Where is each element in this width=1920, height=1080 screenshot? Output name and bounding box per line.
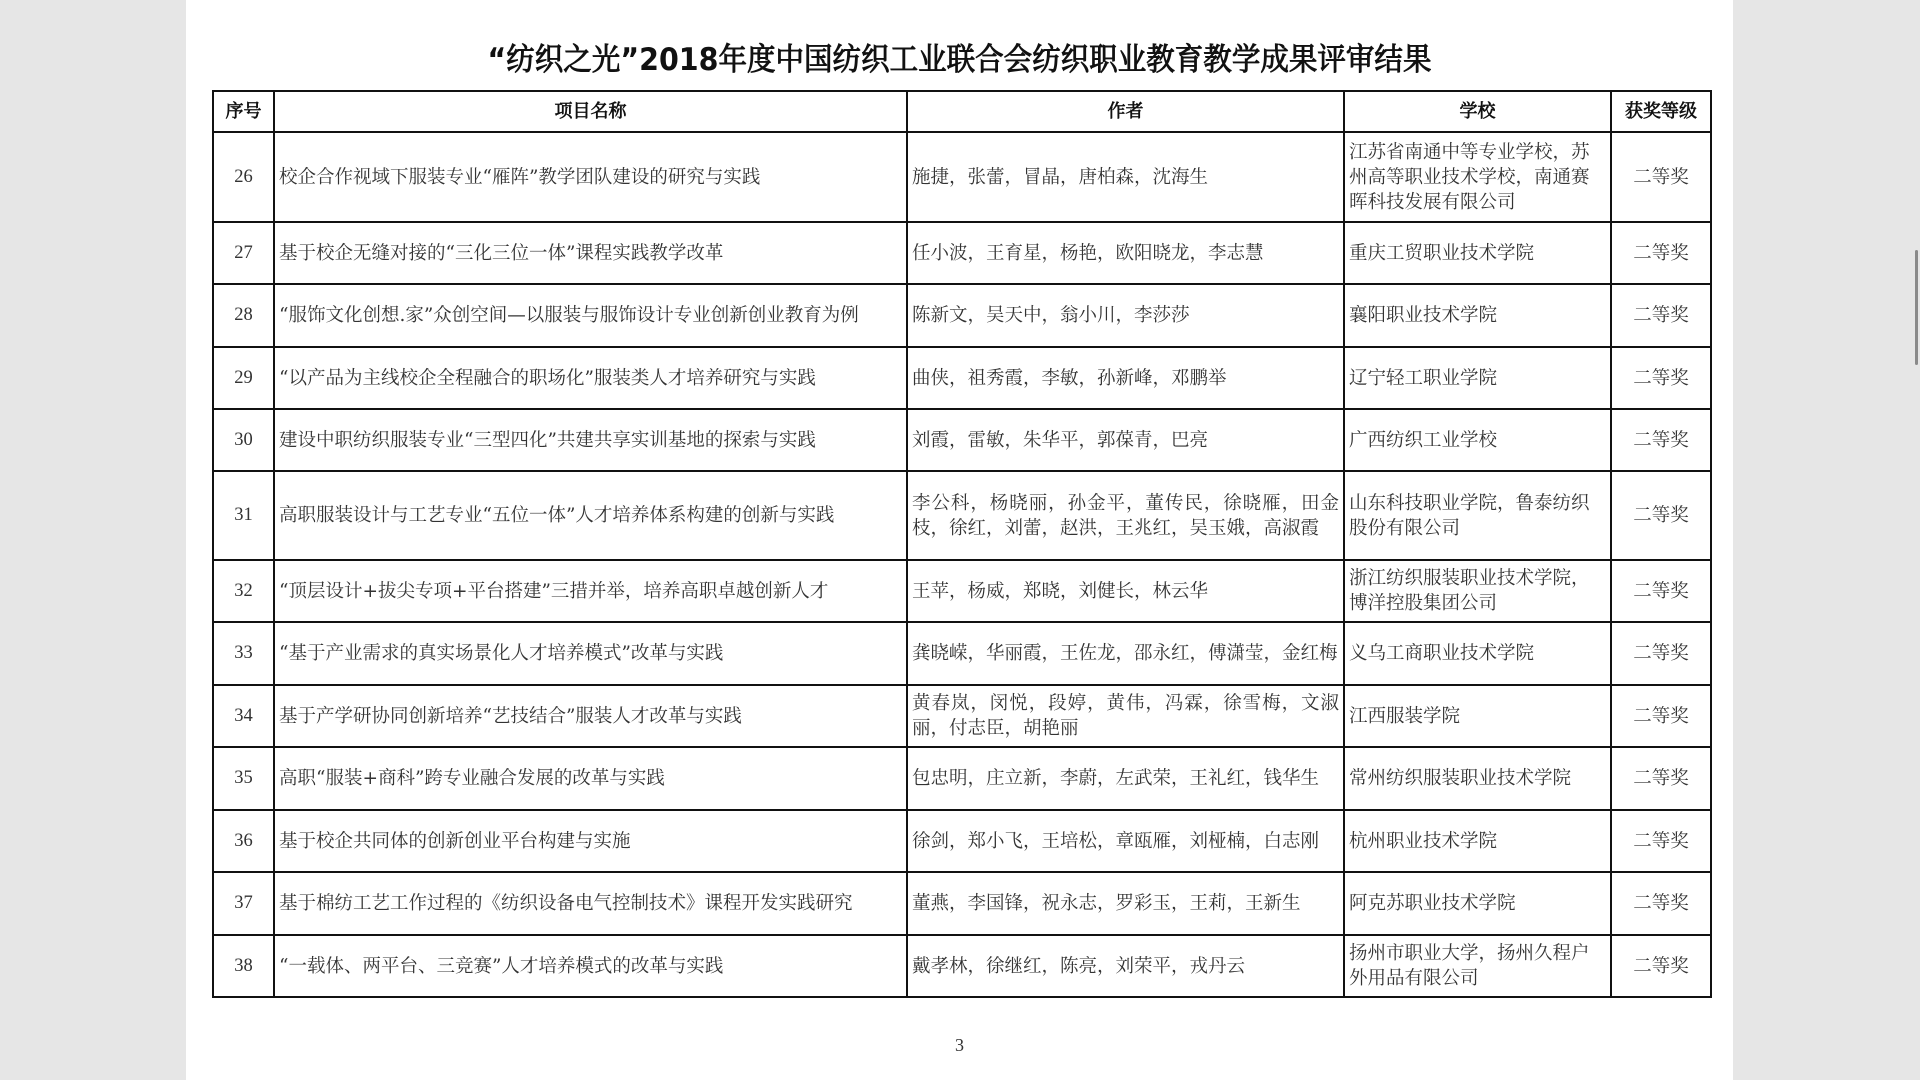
row-num: 26 bbox=[213, 132, 274, 222]
table-row bbox=[213, 560, 1711, 622]
row-authors: 包忠明，庄立新，李蔚，左武荣，王礼红，钱华生 bbox=[907, 747, 1344, 810]
row-authors: 戴孝林，徐继红，陈亮，刘荣平，戎丹云 bbox=[907, 935, 1344, 997]
row-school: 辽宁轻工职业学院 bbox=[1344, 347, 1611, 409]
row-project: 基于产学研协同创新培养“艺技结合”服装人才改革与实践 bbox=[274, 685, 907, 747]
table-row bbox=[213, 409, 1711, 471]
row-num: 37 bbox=[213, 872, 274, 935]
row-award: 二等奖 bbox=[1611, 471, 1711, 560]
row-project: “以产品为主线校企全程融合的职场化”服装类人才培养研究与实践 bbox=[274, 347, 907, 409]
row-award: 二等奖 bbox=[1611, 810, 1711, 872]
row-award: 二等奖 bbox=[1611, 747, 1711, 810]
row-school: 扬州市职业大学，扬州久程户外用品有限公司 bbox=[1344, 935, 1611, 997]
row-num: 29 bbox=[213, 347, 274, 409]
header-school: 学校 bbox=[1344, 91, 1611, 132]
row-school: 杭州职业技术学院 bbox=[1344, 810, 1611, 872]
header-project: 项目名称 bbox=[274, 91, 907, 132]
row-project: 基于校企共同体的创新创业平台构建与实施 bbox=[274, 810, 907, 872]
row-authors: 黄春岚，闵悦，段婷，黄伟，冯霖，徐雪梅，文淑丽，付志臣，胡艳丽 bbox=[907, 685, 1344, 747]
row-school: 重庆工贸职业技术学院 bbox=[1344, 222, 1611, 284]
table-row bbox=[213, 471, 1711, 560]
row-num: 30 bbox=[213, 409, 274, 471]
row-project: “基于产业需求的真实场景化人才培养模式”改革与实践 bbox=[274, 622, 907, 685]
table-row bbox=[213, 810, 1711, 872]
row-num: 34 bbox=[213, 685, 274, 747]
table-row bbox=[213, 685, 1711, 747]
row-num: 27 bbox=[213, 222, 274, 284]
header-authors: 作者 bbox=[907, 91, 1344, 132]
row-authors: 刘霞，雷敏，朱华平，郭葆青，巴亮 bbox=[907, 409, 1344, 471]
row-award: 二等奖 bbox=[1611, 685, 1711, 747]
row-school: 江苏省南通中等专业学校，苏州高等职业技术学校，南通赛晖科技发展有限公司 bbox=[1344, 132, 1611, 222]
row-award: 二等奖 bbox=[1611, 622, 1711, 685]
row-school: 广西纺织工业学校 bbox=[1344, 409, 1611, 471]
row-project: 建设中职纺织服装专业“三型四化”共建共享实训基地的探索与实践 bbox=[274, 409, 907, 471]
row-award: 二等奖 bbox=[1611, 132, 1711, 222]
row-school: 浙江纺织服装职业技术学院，博洋控股集团公司 bbox=[1344, 560, 1611, 622]
row-authors: 徐剑，郑小飞，王培松，章瓯雁，刘桠楠，白志刚 bbox=[907, 810, 1344, 872]
header-num: 序号 bbox=[213, 91, 274, 132]
row-num: 31 bbox=[213, 471, 274, 560]
row-authors: 任小波，王育星，杨艳，欧阳晓龙，李志慧 bbox=[907, 222, 1344, 284]
row-project: 高职服装设计与工艺专业“五位一体”人才培养体系构建的创新与实践 bbox=[274, 471, 907, 560]
row-award: 二等奖 bbox=[1611, 872, 1711, 935]
row-num: 35 bbox=[213, 747, 274, 810]
row-authors: 施捷，张蕾，冒晶，唐柏森，沈海生 bbox=[907, 132, 1344, 222]
row-award: 二等奖 bbox=[1611, 935, 1711, 997]
row-award: 二等奖 bbox=[1611, 222, 1711, 284]
document-page bbox=[186, 0, 1733, 1080]
table-row bbox=[213, 747, 1711, 810]
document-title: “纺织之光”2018年度中国纺织工业联合会纺织职业教育教学成果评审结果 bbox=[487, 42, 1432, 78]
table-row bbox=[213, 132, 1711, 222]
table-row bbox=[213, 347, 1711, 409]
row-num: 32 bbox=[213, 560, 274, 622]
row-project: 基于棉纺工艺工作过程的《纺织设备电气控制技术》课程开发实践研究 bbox=[274, 872, 907, 935]
row-project: 基于校企无缝对接的“三化三位一体”课程实践教学改革 bbox=[274, 222, 907, 284]
table-row bbox=[213, 222, 1711, 284]
results-table bbox=[212, 90, 1712, 998]
table-row bbox=[213, 622, 1711, 685]
row-school: 襄阳职业技术学院 bbox=[1344, 284, 1611, 347]
row-school: 阿克苏职业技术学院 bbox=[1344, 872, 1611, 935]
row-project: “顶层设计+拔尖专项+平台搭建”三措并举，培养高职卓越创新人才 bbox=[274, 560, 907, 622]
row-school: 江西服装学院 bbox=[1344, 685, 1611, 747]
row-num: 38 bbox=[213, 935, 274, 997]
row-project: “一载体、两平台、三竞赛”人才培养模式的改革与实践 bbox=[274, 935, 907, 997]
table-row bbox=[213, 872, 1711, 935]
row-num: 28 bbox=[213, 284, 274, 347]
row-authors: 王苹，杨威，郑晓，刘健长，林云华 bbox=[907, 560, 1344, 622]
row-project: 校企合作视域下服装专业“雁阵”教学团队建设的研究与实践 bbox=[274, 132, 907, 222]
table-header-row bbox=[213, 91, 1711, 132]
table-row bbox=[213, 284, 1711, 347]
table-row bbox=[213, 935, 1711, 997]
row-authors: 董燕，李国锋，祝永志，罗彩玉，王莉，王新生 bbox=[907, 872, 1344, 935]
page-number: 3 bbox=[955, 1035, 964, 1055]
row-award: 二等奖 bbox=[1611, 560, 1711, 622]
row-project: 高职“服装+商科”跨专业融合发展的改革与实践 bbox=[274, 747, 907, 810]
row-project: “服饰文化创想.家”众创空间—以服装与服饰设计专业创新创业教育为例 bbox=[274, 284, 907, 347]
row-award: 二等奖 bbox=[1611, 409, 1711, 471]
vertical-scrollbar[interactable] bbox=[1915, 250, 1918, 365]
row-num: 36 bbox=[213, 810, 274, 872]
row-school: 义乌工商职业技术学院 bbox=[1344, 622, 1611, 685]
row-award: 二等奖 bbox=[1611, 347, 1711, 409]
row-school: 山东科技职业学院，鲁泰纺织股份有限公司 bbox=[1344, 471, 1611, 560]
header-award: 获奖等级 bbox=[1611, 91, 1711, 132]
row-award: 二等奖 bbox=[1611, 284, 1711, 347]
row-authors: 曲侠，祖秀霞，李敏，孙新峰，邓鹏举 bbox=[907, 347, 1344, 409]
row-authors: 李公科，杨晓丽，孙金平，董传民，徐晓雁，田金枝，徐红，刘蕾，赵洪，王兆红，吴玉娥，高淑霞 bbox=[907, 471, 1344, 560]
row-school: 常州纺织服装职业技术学院 bbox=[1344, 747, 1611, 810]
row-num: 33 bbox=[213, 622, 274, 685]
row-authors: 龚晓嵘，华丽霞，王佐龙，邵永红，傅潇莹，金红梅 bbox=[907, 622, 1344, 685]
row-authors: 陈新文，吴天中，翁小川，李莎莎 bbox=[907, 284, 1344, 347]
